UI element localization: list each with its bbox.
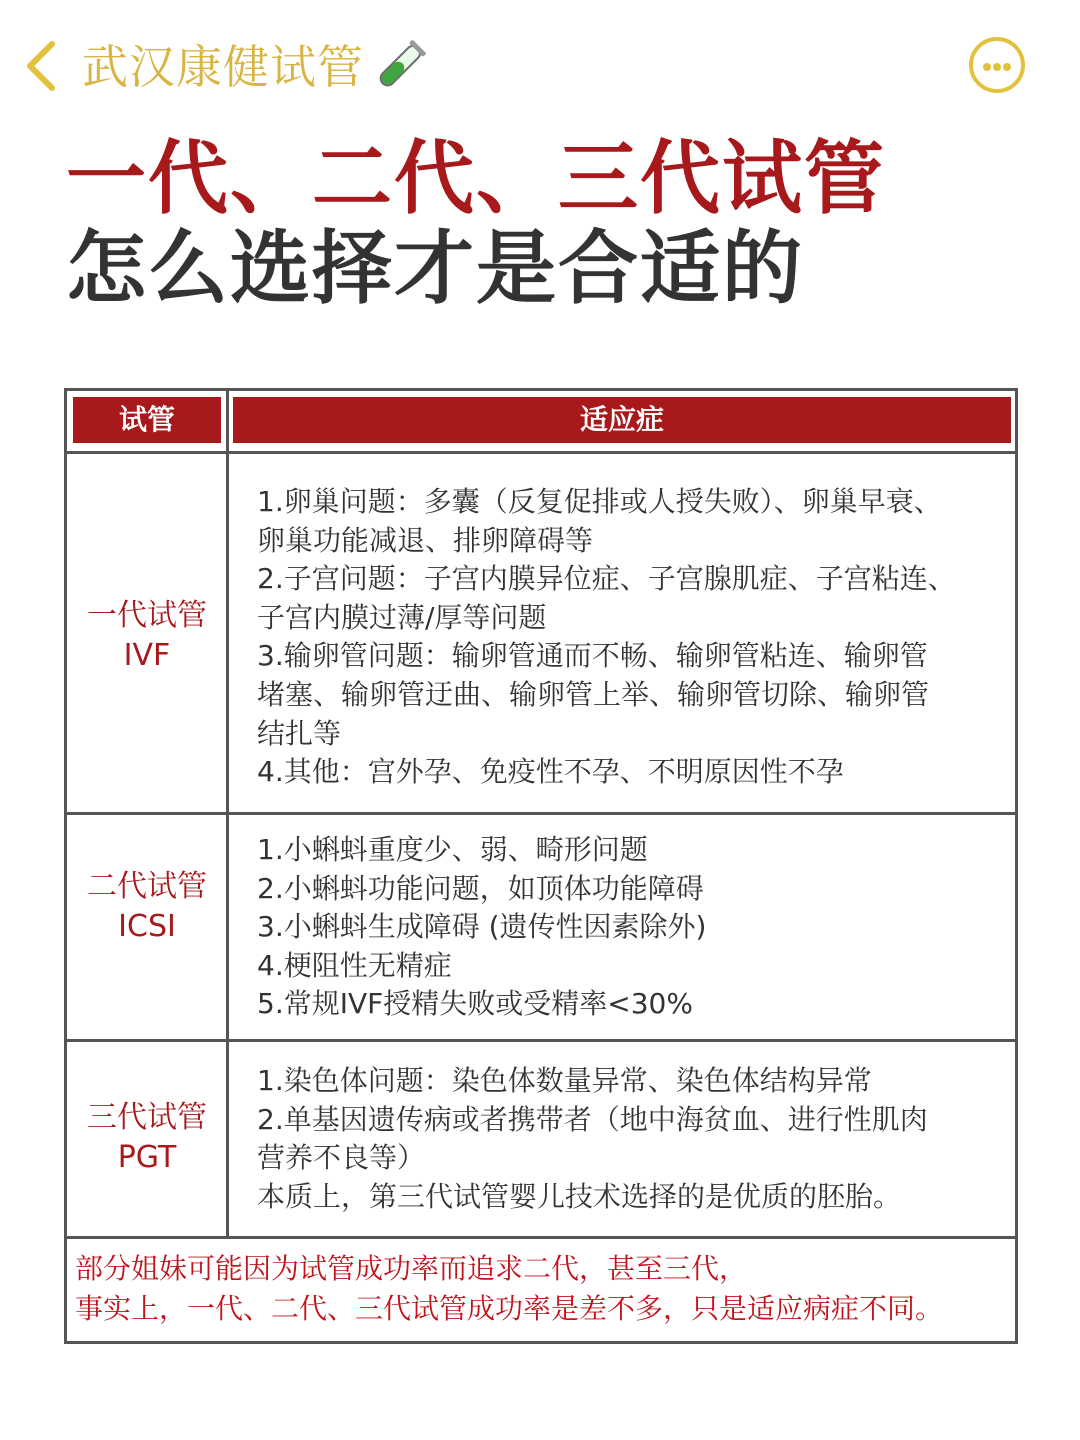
account-name[interactable]: 武汉康健试管 bbox=[82, 40, 364, 94]
title-line-2: 怎么选择才是合适的 bbox=[66, 222, 804, 315]
row-abbr: PGT bbox=[117, 1140, 177, 1175]
indication-line: 结扎等 bbox=[257, 716, 342, 750]
indication-line: 3.小蝌蚪生成障碍 (遗传性因素除外) bbox=[257, 910, 707, 944]
row-abbr: ICSI bbox=[118, 909, 176, 944]
row-name: 二代试管 bbox=[87, 869, 207, 904]
row-abbr: IVF bbox=[123, 638, 171, 673]
divider bbox=[67, 1236, 1015, 1239]
chevron-left-icon bbox=[20, 36, 68, 96]
row-label-ivf bbox=[67, 596, 227, 676]
divider bbox=[67, 812, 1015, 815]
divider bbox=[67, 451, 1015, 454]
row-content-icsi bbox=[257, 831, 1017, 1024]
indication-line: 2.小蝌蚪功能问题，如顶体功能障碍 bbox=[257, 871, 704, 905]
back-button[interactable] bbox=[20, 36, 68, 96]
title-line-1: 一代、二代、三代试管 bbox=[66, 132, 886, 225]
column-header-tube: 试管 bbox=[73, 397, 221, 443]
test-tube-icon bbox=[368, 36, 430, 98]
indication-line: 4.梗阻性无精症 bbox=[257, 948, 452, 982]
indication-line: 2.子宫问题：子宫内膜异位症、子宫腺肌症、子宫粘连、 bbox=[257, 562, 956, 596]
row-content-ivf bbox=[257, 483, 1017, 792]
row-name: 一代试管 bbox=[87, 598, 207, 633]
indication-line: 4.其他：宫外孕、免疫性不孕、不明原因性不孕 bbox=[257, 755, 844, 789]
indication-line: 1.染色体问题：染色体数量异常、染色体结构异常 bbox=[257, 1064, 872, 1097]
indication-line: 2.单基因遗传病或者携带者（地中海贫血、进行性肌肉 bbox=[257, 1102, 928, 1136]
footnote-line: 事实上，一代、二代、三代试管成功率是差不多，只是适应病症不同。 bbox=[75, 1292, 944, 1325]
top-bar bbox=[0, 0, 1080, 130]
indication-line: 1.卵巢问题：多囊（反复促排或人授失败）、卵巢早衰、 bbox=[257, 485, 942, 518]
indication-line: 堵塞、输卵管迂曲、输卵管上举、输卵管切除、输卵管 bbox=[257, 677, 930, 711]
indication-line: 卵巢功能减退、排卵障碍等 bbox=[257, 523, 594, 557]
row-content-pgt bbox=[257, 1062, 1017, 1216]
indication-line: 子宫内膜过薄/厚等问题 bbox=[257, 600, 547, 634]
indication-table bbox=[64, 388, 1018, 1344]
indication-line: 本质上，第三代试管婴儿技术选择的是优质的胚胎。 bbox=[257, 1179, 902, 1213]
footnote-line: 部分姐妹可能因为试管成功率而追求二代，甚至三代， bbox=[75, 1252, 748, 1285]
more-button[interactable] bbox=[969, 37, 1025, 93]
row-label-icsi bbox=[67, 867, 227, 947]
indication-line: 3.输卵管问题：输卵管通而不畅、输卵管粘连、输卵管 bbox=[257, 639, 928, 673]
footnote bbox=[75, 1249, 1015, 1329]
row-label-pgt bbox=[67, 1098, 227, 1178]
row-name: 三代试管 bbox=[87, 1100, 207, 1135]
indication-line: 营养不良等） bbox=[257, 1141, 426, 1175]
divider bbox=[67, 1039, 1015, 1042]
indication-line: 1.小蝌蚪重度少、弱、畸形问题 bbox=[257, 833, 648, 866]
indication-line: 5.常规IVF授精失败或受精率<30% bbox=[257, 987, 693, 1021]
column-header-indication: 适应症 bbox=[233, 397, 1011, 443]
